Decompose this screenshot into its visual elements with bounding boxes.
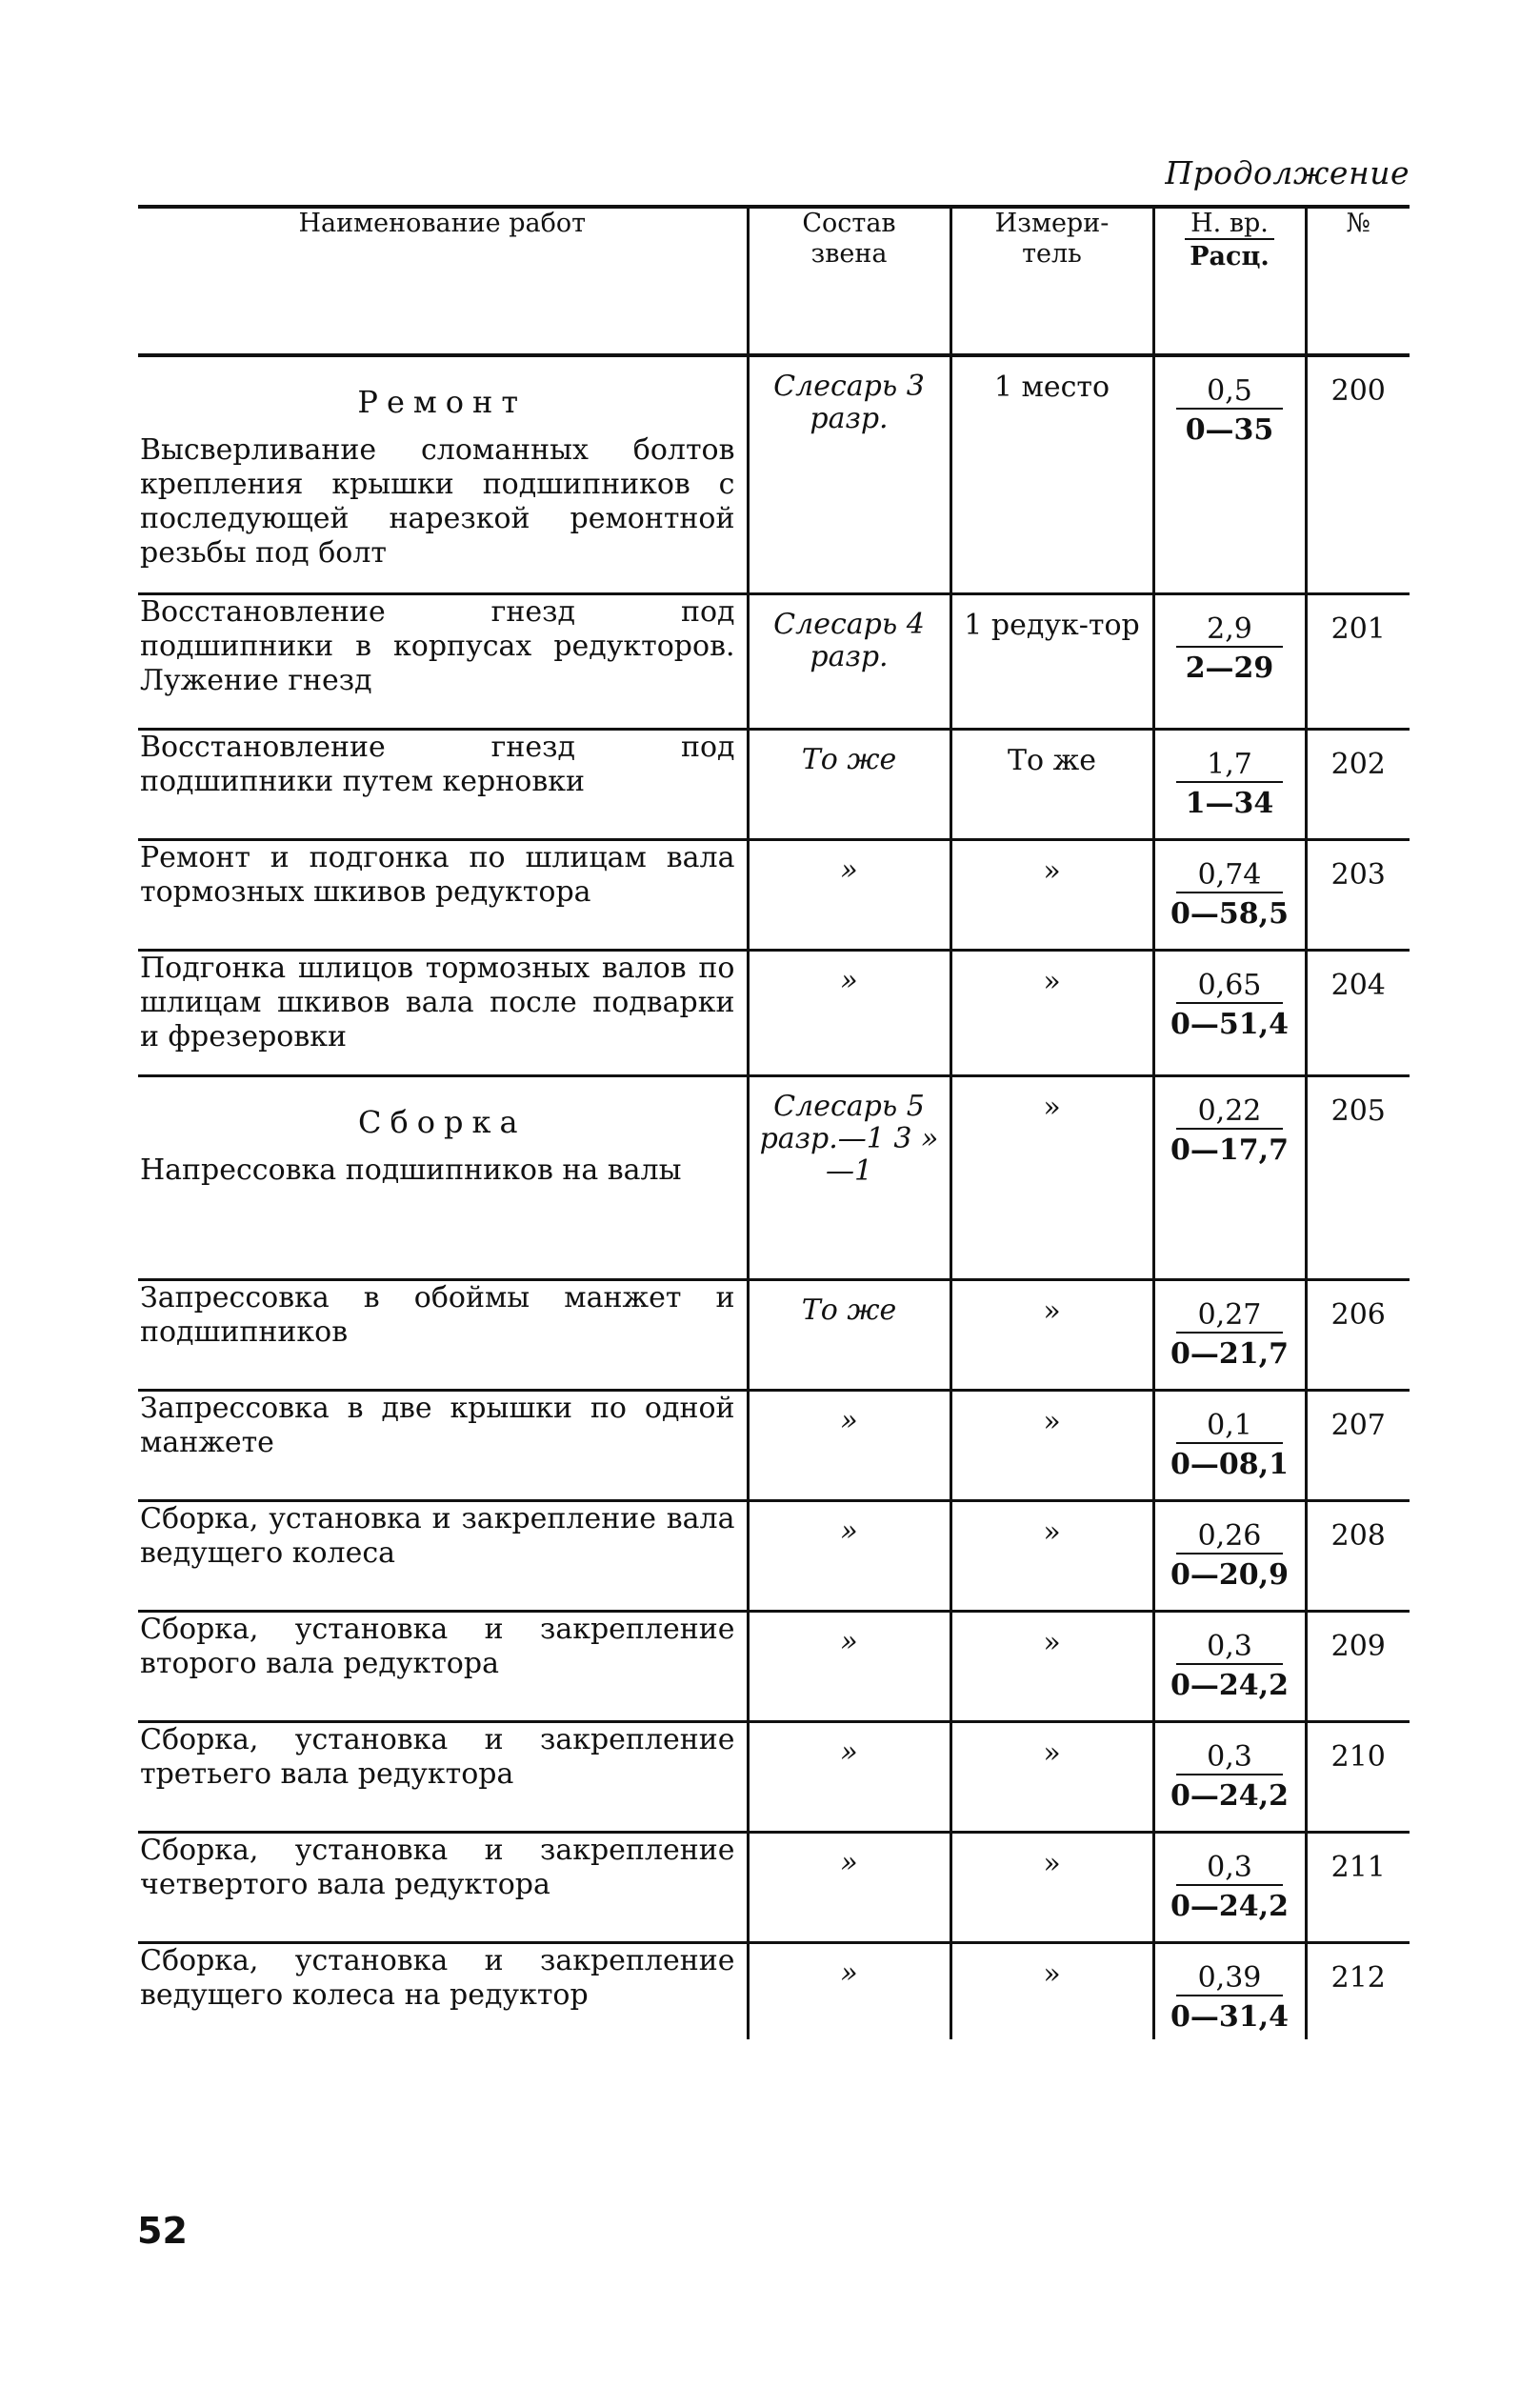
time-norm: 1,7: [1176, 751, 1283, 783]
price: 0—17,7: [1170, 1133, 1289, 1167]
price: 1—34: [1185, 786, 1274, 820]
work-name: Высверливание сломанных болтов крепления крышки подшипников с последующей нарезкой ремонтной резьбы под болт: [140, 433, 735, 570]
row-number: 202: [1306, 729, 1410, 839]
rate-cell: [1153, 1390, 1306, 1500]
table-row: [138, 1942, 1410, 2039]
section-heading: Ремонт: [357, 384, 528, 420]
rate-cell: [1153, 950, 1306, 1075]
unit-cell: »: [950, 1075, 1153, 1279]
rate-cell: [1153, 355, 1306, 593]
time-norm: 0,22: [1176, 1097, 1283, 1130]
team-cell: То же: [748, 1279, 950, 1390]
row-number: 208: [1306, 1500, 1410, 1611]
price: 0—24,2: [1170, 1889, 1289, 1923]
price: 0—35: [1185, 413, 1274, 447]
work-name-cell: [138, 729, 748, 839]
header-rate: [1153, 207, 1306, 355]
header-team: Состав звена: [748, 207, 950, 355]
row-number: 207: [1306, 1390, 1410, 1500]
price: 0—31,4: [1170, 1999, 1289, 2034]
price: 0—20,9: [1170, 1557, 1289, 1592]
rate-cell: [1153, 1279, 1306, 1390]
table-row: [138, 1500, 1410, 1611]
work-name: Сборка, установка и закрепление вала ведущего колеса: [140, 1501, 735, 1570]
work-name-cell: [138, 593, 748, 729]
work-name-cell: [138, 1611, 748, 1721]
header-time-norm: Н. вр.: [1185, 210, 1274, 240]
work-name: Сборка, установка и закрепление третьего вала редуктора: [140, 1722, 735, 1791]
rate-cell: [1153, 1611, 1306, 1721]
team-cell: »: [748, 1942, 950, 2039]
table-row: [138, 839, 1410, 950]
work-name: Восстановление гнезд под подшипники путем керновки: [140, 730, 735, 798]
unit-cell: »: [950, 839, 1153, 950]
work-name: Запрессовка в обоймы манжет и подшипников: [140, 1280, 735, 1349]
unit-cell: То же: [950, 729, 1153, 839]
unit-cell: »: [950, 1942, 1153, 2039]
work-name-cell: [138, 355, 748, 593]
time-norm: 0,65: [1176, 972, 1283, 1004]
time-norm: 0,3: [1176, 1633, 1283, 1665]
work-name: Сборка, установка и закрепление второго вала редуктора: [140, 1612, 735, 1680]
time-norm: 0,26: [1176, 1522, 1283, 1555]
price: 0—51,4: [1170, 1007, 1289, 1041]
work-name: Восстановление гнезд под подшипники в корпусах редукторов. Лужение гнезд: [140, 594, 735, 697]
team-cell: »: [748, 1500, 950, 1611]
team-cell: »: [748, 1611, 950, 1721]
table-row: [138, 1832, 1410, 1942]
team-cell: »: [748, 1721, 950, 1832]
time-norm: 2,9: [1176, 615, 1283, 648]
work-name: Сборка, установка и закрепление ведущего колеса на редуктор: [140, 1943, 735, 2012]
work-name: Ремонт и подгонка по шлицам вала тормозных шкивов редуктора: [140, 840, 735, 909]
unit-cell: »: [950, 1721, 1153, 1832]
price: 0—58,5: [1170, 896, 1289, 931]
unit-cell: »: [950, 1611, 1153, 1721]
work-name-cell: [138, 1721, 748, 1832]
rate-cell: [1153, 1500, 1306, 1611]
work-name: Сборка, установка и закрепление четвертого вала редуктора: [140, 1833, 735, 1901]
price: 2—29: [1185, 651, 1274, 685]
team-cell: Слесарь 3 разр.: [748, 355, 950, 593]
rate-cell: [1153, 1942, 1306, 2039]
unit-cell: »: [950, 1500, 1153, 1611]
row-number: 206: [1306, 1279, 1410, 1390]
header-unit: Измери-тель: [950, 207, 1153, 355]
table-row: [138, 1721, 1410, 1832]
price: 0—24,2: [1170, 1668, 1289, 1702]
work-name: Подгонка шлицов тормозных валов по шлицам шкивов вала после подварки и фрезеровки: [140, 951, 735, 1053]
work-name-cell: [138, 1832, 748, 1942]
table-row: [138, 950, 1410, 1075]
rate-cell: [1153, 593, 1306, 729]
team-cell: »: [748, 839, 950, 950]
work-name-cell: [138, 1279, 748, 1390]
table-row: [138, 355, 1410, 593]
header-number: №: [1306, 207, 1410, 355]
header-price: Расц.: [1190, 242, 1270, 271]
work-norms-table: [138, 205, 1410, 2039]
continuation-label: Продолжение: [1165, 154, 1410, 191]
row-number: 211: [1306, 1832, 1410, 1942]
rate-cell: [1153, 729, 1306, 839]
work-name-cell: [138, 839, 748, 950]
row-number: 210: [1306, 1721, 1410, 1832]
work-name-cell: [138, 1942, 748, 2039]
unit-cell: »: [950, 1279, 1153, 1390]
row-number: 203: [1306, 839, 1410, 950]
table-row: [138, 1279, 1410, 1390]
table-row: [138, 593, 1410, 729]
row-number: 204: [1306, 950, 1410, 1075]
team-cell: Слесарь 5 разр.—1 3 » —1: [748, 1075, 950, 1279]
unit-cell: »: [950, 1832, 1153, 1942]
work-name-cell: [138, 1075, 748, 1279]
price: 0—21,7: [1170, 1336, 1289, 1371]
rate-cell: [1153, 1832, 1306, 1942]
time-norm: 0,1: [1176, 1412, 1283, 1444]
unit-cell: 1 место: [950, 355, 1153, 593]
work-name-cell: [138, 1390, 748, 1500]
work-name-cell: [138, 1500, 748, 1611]
table-row: [138, 729, 1410, 839]
row-number: 205: [1306, 1075, 1410, 1279]
time-norm: 0,27: [1176, 1301, 1283, 1334]
section-heading: Сборка: [357, 1103, 527, 1140]
team-cell: Слесарь 4 разр.: [748, 593, 950, 729]
price: 0—08,1: [1170, 1447, 1289, 1481]
team-cell: »: [748, 1832, 950, 1942]
table-row: [138, 1075, 1410, 1279]
rate-cell: [1153, 839, 1306, 950]
time-norm: 0,5: [1176, 377, 1283, 410]
table-row: [138, 1390, 1410, 1500]
row-number: 212: [1306, 1942, 1410, 2039]
team-cell: То же: [748, 729, 950, 839]
page-number: 52: [137, 2210, 188, 2252]
row-number: 209: [1306, 1611, 1410, 1721]
price: 0—24,2: [1170, 1778, 1289, 1813]
unit-cell: 1 редук-тор: [950, 593, 1153, 729]
work-name: Запрессовка в две крышки по одной манжете: [140, 1391, 735, 1459]
row-number: 200: [1306, 355, 1410, 593]
time-norm: 0,74: [1176, 861, 1283, 893]
unit-cell: »: [950, 950, 1153, 1075]
rate-cell: [1153, 1721, 1306, 1832]
row-number: 201: [1306, 593, 1410, 729]
table-body: [138, 355, 1410, 2039]
time-norm: 0,3: [1176, 1743, 1283, 1775]
time-norm: 0,39: [1176, 1964, 1283, 1996]
unit-cell: »: [950, 1390, 1153, 1500]
work-name: Напрессовка подшипников на валы: [140, 1153, 682, 1187]
header-work-name: Наименование работ: [138, 207, 748, 355]
work-name-cell: [138, 950, 748, 1075]
team-cell: »: [748, 950, 950, 1075]
rate-cell: [1153, 1075, 1306, 1279]
team-cell: »: [748, 1390, 950, 1500]
time-norm: 0,3: [1176, 1854, 1283, 1886]
table-header-row: [138, 207, 1410, 355]
table-row: [138, 1611, 1410, 1721]
